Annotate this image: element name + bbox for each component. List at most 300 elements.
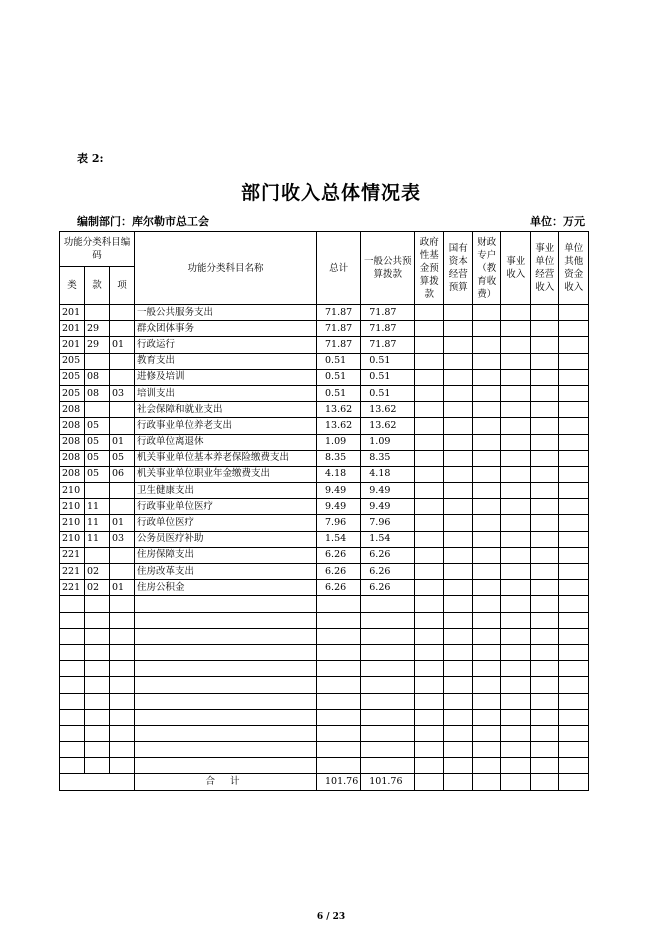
page-number: 6 / 23	[316, 912, 346, 922]
table-row	[60, 321, 589, 337]
cell-empty	[444, 742, 473, 758]
cell-lei: 210	[60, 483, 85, 499]
cell-empty	[361, 742, 415, 758]
cell-xiang: 01	[110, 337, 135, 353]
cell-func-name: 行政事业单位医疗	[135, 499, 317, 515]
cell-kuan: 08	[85, 385, 110, 401]
cell-empty	[361, 709, 415, 725]
unit-label: 单位：万元	[530, 215, 585, 228]
cell-lei: 205	[60, 353, 85, 369]
cell-empty	[473, 596, 501, 612]
table-row	[60, 353, 589, 369]
cell-lei: 221	[60, 547, 85, 563]
cell-empty	[60, 661, 85, 677]
cell-empty	[559, 547, 589, 563]
cell-empty	[531, 742, 559, 758]
cell-empty	[531, 369, 559, 385]
cell-empty	[559, 450, 589, 466]
cell-empty	[317, 758, 361, 774]
cell-empty	[531, 628, 559, 644]
table-row	[60, 564, 589, 580]
cell-empty	[415, 369, 444, 385]
cell-empty	[110, 709, 135, 725]
cell-empty	[501, 612, 531, 628]
cell-empty	[559, 580, 589, 596]
table-row-blank	[60, 596, 589, 612]
cell-empty	[415, 628, 444, 644]
cell-empty	[444, 434, 473, 450]
cell-func-name: 行政单位离退休	[135, 434, 317, 450]
cell-empty	[501, 402, 531, 418]
cell-empty	[444, 353, 473, 369]
cell-general-budget: 1.09	[361, 434, 415, 450]
cell-empty	[559, 564, 589, 580]
cell-empty	[531, 434, 559, 450]
cell-lei: 201	[60, 321, 85, 337]
cell-general-budget: 0.51	[361, 385, 415, 401]
cell-empty	[60, 709, 85, 725]
cell-kuan: 11	[85, 499, 110, 515]
cell-empty	[559, 337, 589, 353]
cell-empty	[501, 434, 531, 450]
cell-func-name: 培训支出	[135, 385, 317, 401]
table-row	[60, 515, 589, 531]
header-state-capital: 国有资本经营预算	[444, 232, 473, 305]
cell-xiang	[110, 305, 135, 321]
cell-empty	[60, 693, 85, 709]
cell-empty	[559, 758, 589, 774]
cell-general-budget: 71.87	[361, 337, 415, 353]
cell-empty	[60, 628, 85, 644]
cell-total: 1.09	[317, 434, 361, 450]
cell-func-name: 住房保障支出	[135, 547, 317, 563]
cell-empty	[559, 402, 589, 418]
table-tag: 表 2:	[77, 152, 104, 165]
cell-empty	[317, 693, 361, 709]
cell-empty	[559, 742, 589, 758]
table-row	[60, 499, 589, 515]
cell-empty	[559, 434, 589, 450]
cell-empty	[501, 418, 531, 434]
cell-general-budget: 6.26	[361, 580, 415, 596]
cell-empty	[85, 758, 110, 774]
cell-empty	[531, 644, 559, 660]
cell-empty	[110, 758, 135, 774]
cell-kuan	[85, 353, 110, 369]
cell-empty	[415, 321, 444, 337]
cell-empty	[444, 612, 473, 628]
cell-xiang	[110, 321, 135, 337]
cell-empty	[415, 337, 444, 353]
page-title: 部门收入总体情况表	[240, 182, 421, 204]
table-row-blank	[60, 612, 589, 628]
cell-empty	[444, 450, 473, 466]
cell-empty	[501, 547, 531, 563]
cell-empty	[473, 515, 501, 531]
cell-empty	[444, 515, 473, 531]
cell-empty	[415, 564, 444, 580]
cell-xiang	[110, 402, 135, 418]
cell-func-name: 社会保障和就业支出	[135, 402, 317, 418]
cell-empty	[501, 693, 531, 709]
cell-empty	[85, 742, 110, 758]
cell-empty	[473, 661, 501, 677]
header-business-income: 事业收入	[501, 232, 531, 305]
cell-kuan: 08	[85, 369, 110, 385]
cell-empty	[559, 725, 589, 741]
total-sum: 101.76	[317, 774, 361, 790]
cell-empty	[501, 774, 531, 790]
cell-general-budget: 8.35	[361, 450, 415, 466]
cell-empty	[531, 321, 559, 337]
cell-empty	[473, 402, 501, 418]
cell-empty	[559, 385, 589, 401]
cell-empty	[135, 596, 317, 612]
cell-empty	[501, 353, 531, 369]
cell-general-budget: 7.96	[361, 515, 415, 531]
cell-empty	[361, 693, 415, 709]
cell-total: 71.87	[317, 321, 361, 337]
cell-empty	[415, 515, 444, 531]
table-row	[60, 547, 589, 563]
table-row	[60, 385, 589, 401]
cell-empty	[60, 774, 135, 790]
cell-empty	[110, 596, 135, 612]
cell-empty	[501, 661, 531, 677]
cell-empty	[415, 725, 444, 741]
table-row-blank	[60, 677, 589, 693]
cell-empty	[501, 628, 531, 644]
table-row-blank	[60, 758, 589, 774]
cell-empty	[473, 499, 501, 515]
cell-empty	[501, 337, 531, 353]
table-row	[60, 402, 589, 418]
total-row	[60, 774, 589, 790]
cell-empty	[361, 677, 415, 693]
cell-empty	[559, 483, 589, 499]
cell-empty	[501, 450, 531, 466]
cell-func-name: 卫生健康支出	[135, 483, 317, 499]
cell-xiang: 01	[110, 434, 135, 450]
cell-general-budget: 6.26	[361, 547, 415, 563]
cell-lei: 210	[60, 499, 85, 515]
cell-empty	[501, 758, 531, 774]
cell-empty	[85, 596, 110, 612]
cell-empty	[473, 531, 501, 547]
header-special-fiscal: 财政专户（教育收费）	[473, 232, 501, 305]
table-row	[60, 369, 589, 385]
cell-xiang: 01	[110, 580, 135, 596]
cell-kuan: 05	[85, 450, 110, 466]
cell-xiang	[110, 369, 135, 385]
cell-empty	[531, 580, 559, 596]
cell-empty	[501, 515, 531, 531]
cell-total: 0.51	[317, 385, 361, 401]
cell-empty	[415, 402, 444, 418]
cell-general-budget: 71.87	[361, 321, 415, 337]
cell-empty	[531, 596, 559, 612]
cell-empty	[473, 693, 501, 709]
cell-general-budget: 0.51	[361, 353, 415, 369]
cell-empty	[531, 499, 559, 515]
cell-lei: 208	[60, 450, 85, 466]
cell-empty	[559, 418, 589, 434]
header-func-code: 功能分类科目编码	[60, 232, 135, 267]
cell-empty	[531, 758, 559, 774]
cell-empty	[444, 661, 473, 677]
cell-lei: 210	[60, 515, 85, 531]
table-row-blank	[60, 644, 589, 660]
table-row-blank	[60, 725, 589, 741]
cell-xiang: 06	[110, 466, 135, 482]
cell-kuan: 05	[85, 418, 110, 434]
income-table	[59, 231, 589, 791]
cell-empty	[559, 305, 589, 321]
header-kuan: 款	[85, 267, 110, 305]
cell-empty	[444, 418, 473, 434]
cell-total: 0.51	[317, 369, 361, 385]
cell-empty	[444, 369, 473, 385]
cell-empty	[361, 644, 415, 660]
cell-empty	[444, 628, 473, 644]
cell-empty	[361, 612, 415, 628]
cell-empty	[317, 725, 361, 741]
cell-empty	[317, 596, 361, 612]
cell-empty	[444, 644, 473, 660]
cell-empty	[559, 321, 589, 337]
cell-empty	[473, 321, 501, 337]
cell-empty	[559, 644, 589, 660]
cell-empty	[415, 580, 444, 596]
cell-general-budget: 4.18	[361, 466, 415, 482]
cell-empty	[531, 677, 559, 693]
cell-empty	[444, 337, 473, 353]
cell-empty	[60, 677, 85, 693]
cell-kuan	[85, 547, 110, 563]
cell-func-name: 进修及培训	[135, 369, 317, 385]
cell-general-budget: 0.51	[361, 369, 415, 385]
cell-empty	[415, 418, 444, 434]
cell-empty	[531, 450, 559, 466]
cell-empty	[415, 758, 444, 774]
cell-empty	[531, 564, 559, 580]
cell-empty	[444, 466, 473, 482]
cell-empty	[531, 547, 559, 563]
cell-empty	[444, 547, 473, 563]
table-row	[60, 580, 589, 596]
cell-empty	[531, 709, 559, 725]
cell-kuan: 02	[85, 564, 110, 580]
cell-empty	[60, 596, 85, 612]
cell-lei: 208	[60, 434, 85, 450]
cell-empty	[501, 742, 531, 758]
cell-empty	[473, 450, 501, 466]
table-row	[60, 531, 589, 547]
cell-total: 71.87	[317, 305, 361, 321]
cell-empty	[110, 742, 135, 758]
header-func-name: 功能分类科目名称	[135, 232, 317, 305]
cell-empty	[531, 353, 559, 369]
cell-empty	[501, 677, 531, 693]
cell-empty	[473, 305, 501, 321]
cell-empty	[317, 677, 361, 693]
cell-empty	[473, 483, 501, 499]
cell-empty	[531, 337, 559, 353]
cell-empty	[501, 564, 531, 580]
cell-empty	[85, 709, 110, 725]
cell-empty	[501, 369, 531, 385]
cell-general-budget: 13.62	[361, 418, 415, 434]
header-general-budget: 一般公共预算拨款	[361, 232, 415, 305]
cell-empty	[501, 305, 531, 321]
cell-empty	[110, 677, 135, 693]
cell-empty	[559, 661, 589, 677]
cell-empty	[531, 661, 559, 677]
cell-total: 0.51	[317, 353, 361, 369]
cell-empty	[473, 418, 501, 434]
cell-empty	[501, 483, 531, 499]
cell-total: 7.96	[317, 515, 361, 531]
cell-empty	[473, 337, 501, 353]
table-row-blank	[60, 693, 589, 709]
cell-func-name: 机关事业单位基本养老保险缴费支出	[135, 450, 317, 466]
table-row	[60, 466, 589, 482]
table-row	[60, 450, 589, 466]
total-general-budget: 101.76	[361, 774, 415, 790]
cell-empty	[444, 758, 473, 774]
cell-xiang	[110, 353, 135, 369]
cell-empty	[531, 418, 559, 434]
cell-empty	[501, 580, 531, 596]
table-row	[60, 483, 589, 499]
cell-empty	[531, 402, 559, 418]
cell-empty	[415, 677, 444, 693]
cell-empty	[135, 742, 317, 758]
cell-empty	[473, 612, 501, 628]
cell-empty	[501, 725, 531, 741]
cell-empty	[473, 725, 501, 741]
cell-empty	[317, 709, 361, 725]
cell-empty	[444, 385, 473, 401]
cell-empty	[135, 612, 317, 628]
cell-general-budget: 6.26	[361, 564, 415, 580]
cell-empty	[317, 644, 361, 660]
cell-kuan: 02	[85, 580, 110, 596]
cell-empty	[317, 661, 361, 677]
cell-general-budget: 71.87	[361, 305, 415, 321]
cell-empty	[444, 693, 473, 709]
cell-total: 13.62	[317, 402, 361, 418]
cell-empty	[135, 677, 317, 693]
cell-empty	[531, 385, 559, 401]
table-row-blank	[60, 742, 589, 758]
cell-empty	[317, 628, 361, 644]
cell-xiang	[110, 499, 135, 515]
cell-general-budget: 9.49	[361, 483, 415, 499]
cell-empty	[85, 725, 110, 741]
cell-empty	[444, 580, 473, 596]
cell-kuan	[85, 483, 110, 499]
cell-empty	[444, 321, 473, 337]
cell-total: 1.54	[317, 531, 361, 547]
cell-total: 6.26	[317, 564, 361, 580]
cell-empty	[501, 709, 531, 725]
cell-empty	[110, 644, 135, 660]
header-gov-fund: 政府性基金预算拨款	[415, 232, 444, 305]
cell-empty	[501, 596, 531, 612]
cell-kuan: 29	[85, 321, 110, 337]
cell-empty	[473, 466, 501, 482]
cell-empty	[473, 677, 501, 693]
cell-empty	[559, 353, 589, 369]
cell-empty	[559, 596, 589, 612]
cell-empty	[361, 661, 415, 677]
cell-xiang: 03	[110, 531, 135, 547]
cell-total: 4.18	[317, 466, 361, 482]
cell-kuan: 11	[85, 531, 110, 547]
cell-empty	[135, 725, 317, 741]
cell-empty	[501, 321, 531, 337]
header-total: 总计	[317, 232, 361, 305]
cell-empty	[415, 499, 444, 515]
cell-empty	[444, 564, 473, 580]
cell-empty	[444, 483, 473, 499]
cell-empty	[317, 612, 361, 628]
cell-empty	[473, 758, 501, 774]
cell-empty	[501, 531, 531, 547]
cell-empty	[415, 709, 444, 725]
cell-func-name: 行政单位医疗	[135, 515, 317, 531]
cell-empty	[531, 305, 559, 321]
cell-kuan: 05	[85, 466, 110, 482]
cell-empty	[531, 466, 559, 482]
cell-total: 6.26	[317, 580, 361, 596]
cell-empty	[85, 693, 110, 709]
cell-empty	[135, 661, 317, 677]
cell-empty	[531, 774, 559, 790]
cell-total: 71.87	[317, 337, 361, 353]
cell-empty	[559, 709, 589, 725]
cell-func-name: 住房改革支出	[135, 564, 317, 580]
cell-lei: 201	[60, 337, 85, 353]
cell-empty	[415, 450, 444, 466]
cell-empty	[531, 725, 559, 741]
cell-empty	[473, 644, 501, 660]
cell-total: 9.49	[317, 499, 361, 515]
cell-xiang	[110, 547, 135, 563]
cell-func-name: 一般公共服务支出	[135, 305, 317, 321]
cell-empty	[415, 466, 444, 482]
cell-empty	[415, 353, 444, 369]
cell-empty	[444, 596, 473, 612]
cell-empty	[415, 693, 444, 709]
header-xiang: 项	[110, 267, 135, 305]
cell-empty	[85, 644, 110, 660]
cell-empty	[135, 758, 317, 774]
cell-empty	[85, 628, 110, 644]
table-row-blank	[60, 661, 589, 677]
cell-xiang: 03	[110, 385, 135, 401]
cell-xiang: 01	[110, 515, 135, 531]
cell-empty	[444, 709, 473, 725]
compiling-department: 编制部门：库尔勒市总工会	[77, 215, 209, 228]
cell-func-name: 机关事业单位职业年金缴费支出	[135, 466, 317, 482]
cell-xiang	[110, 564, 135, 580]
cell-total: 8.35	[317, 450, 361, 466]
cell-empty	[559, 499, 589, 515]
cell-empty	[415, 547, 444, 563]
cell-func-name: 群众团体事务	[135, 321, 317, 337]
